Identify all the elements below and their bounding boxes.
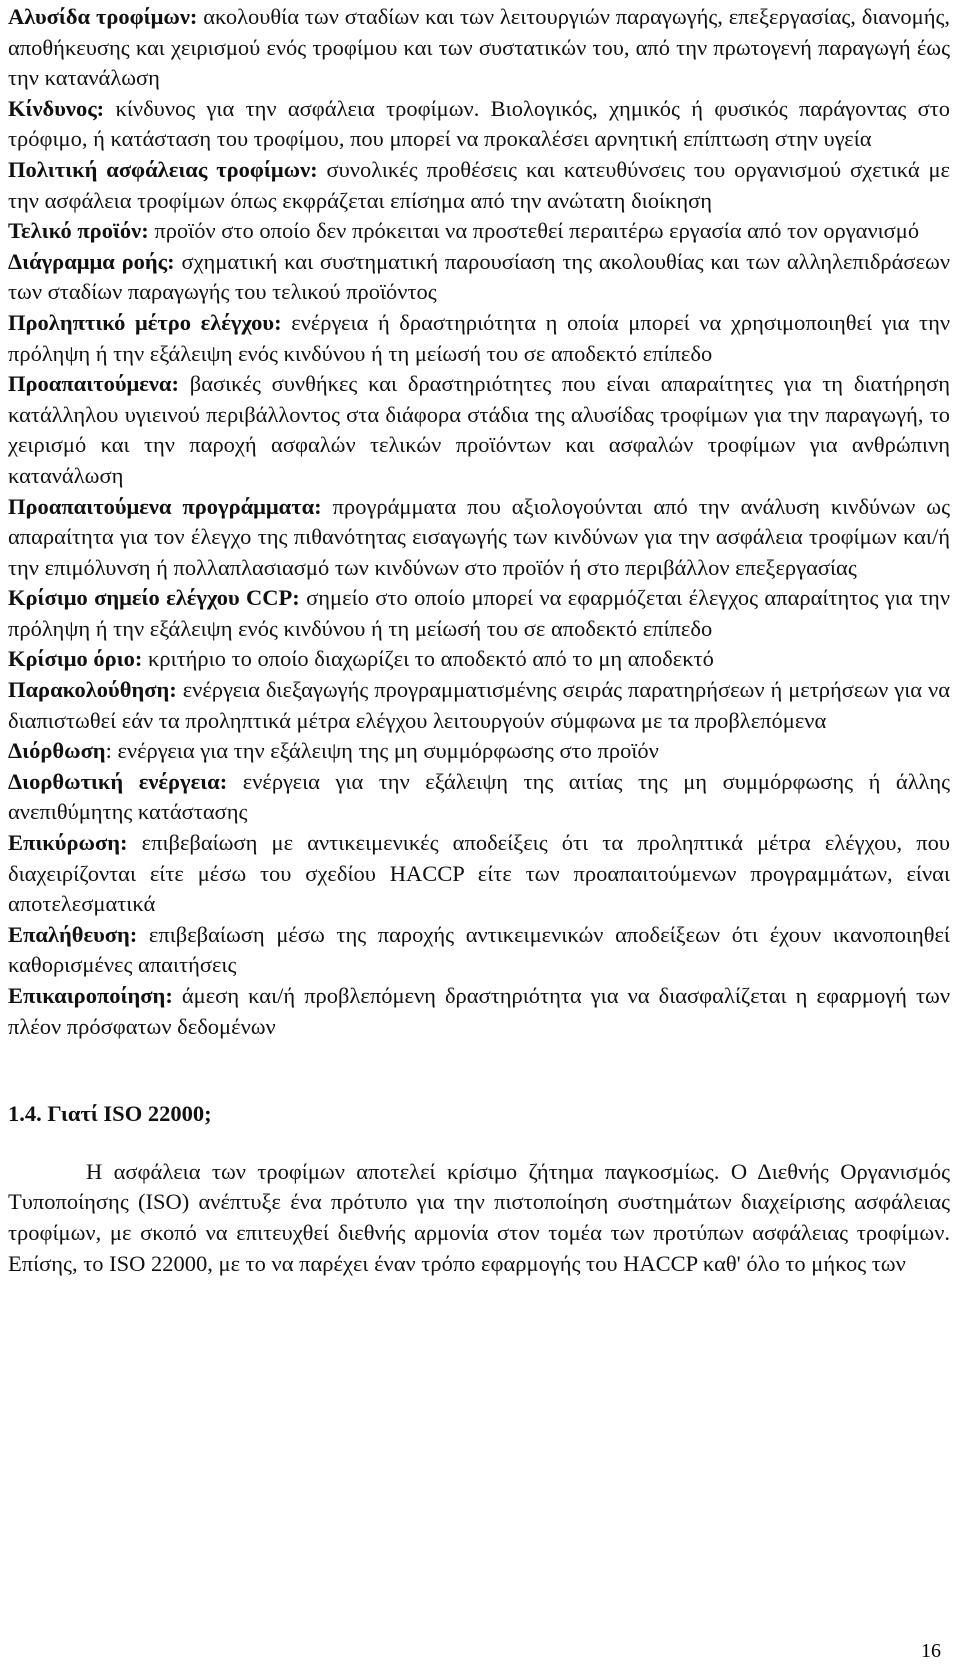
definition-monitoring bbox=[8, 675, 950, 736]
definition-term: Επαλήθευση: bbox=[8, 921, 138, 947]
definition-term: Κρίσιμο σημείο ελέγχου CCP: bbox=[8, 585, 300, 611]
definition-correction bbox=[8, 736, 950, 767]
definition-term: Αλυσίδα τροφίμων: bbox=[8, 4, 198, 29]
definition-text: κριτήριο το οποίο διαχωρίζει το αποδεκτό από το μη αποδεκτό bbox=[142, 646, 714, 672]
definition-food-chain bbox=[8, 2, 950, 94]
definition-term: Προληπτικό μέτρο ελέγχου: bbox=[8, 309, 282, 335]
definition-term: Παρακολούθηση: bbox=[8, 677, 177, 703]
page-number: 16 bbox=[921, 1640, 941, 1662]
definition-end-product bbox=[8, 216, 950, 247]
definitions-list bbox=[8, 2, 950, 1042]
definition-prerequisites bbox=[8, 369, 950, 491]
definition-text: επιβεβαίωση μέσω της παροχής αντικειμενικών αποδείξεων ότι έχουν ικανοποιηθεί καθορισμένες απαιτήσεις bbox=[8, 921, 950, 978]
definition-text: σημείο στο οποίο μπορεί να εφαρμόζεται έλεγχος απαραίτητος για την πρόληψη ή την εξάλειψη ενός κινδύνου ή τη μείωσή του σε αποδεκτό επίπεδο bbox=[8, 585, 950, 641]
definition-hazard bbox=[8, 94, 950, 155]
definition-text: ενέργεια διεξαγωγής προγραμματισμένης σειράς παρατηρήσεων ή μετρήσεων για να διαπιστωθεί εάν τα προληπτικά μέτρα ελέγχου λειτουργούν σύμφωνα με τα προβλεπόμενα bbox=[8, 677, 950, 733]
definition-corrective-action bbox=[8, 767, 950, 828]
definition-ccp bbox=[8, 583, 950, 644]
definition-text: άμεση και/ή προβλεπόμενη δραστηριότητα για να διασφαλίζεται η εφαρμογή των πλέον πρόσφατων δεδομένων bbox=[8, 983, 950, 1039]
definition-term: Διάγραμμα ροής: bbox=[8, 248, 175, 274]
definition-term: Προαπαιτούμενα: bbox=[8, 371, 179, 397]
definition-text: ενέργεια ή δραστηριότητα η οποία μπορεί να χρησιμοποιηθεί για την πρόληψη ή την εξάλειψη ενός κινδύνου ή τη μείωσή του σε αποδεκτό επίπεδο bbox=[8, 309, 951, 366]
definition-food-safety-policy bbox=[8, 155, 950, 216]
definition-text: επιβεβαίωση με αντικειμενικές αποδείξεις ότι τα προληπτικά μέτρα ελέγχου, που διαχειρίζονται είτε μέσω του σχεδίου HACCP είτε των προαπαιτούμενων προγραμμάτων, είναι αποτελεσματικά bbox=[8, 830, 950, 917]
definition-term: Κίνδυνος: bbox=[8, 95, 105, 121]
definition-text: κίνδυνος για την ασφάλεια τροφίμων. Βιολογικός, χημικός ή φυσικός παράγοντας στο τρόφιμο, ή κατάσταση του τροφίμου, που μπορεί να προκαλέσει αρνητική επίπτωση στην υγεία bbox=[8, 95, 950, 152]
definition-text: βασικές συνθήκες και δραστηριότητες που είναι απαραίτητες για τη διατήρηση κατάλληλου υγιεινού περιβάλλοντος στα διάφορα στάδια της αλυσίδας τροφίμων για την παραγωγή, το χειρισμό και την παροχή ασφαλών τελικών προϊόντων και ασφαλών τροφίμων για ανθρώπινη κατανάλωση bbox=[8, 371, 950, 488]
definition-updating bbox=[8, 981, 950, 1042]
definition-term: Προαπαιτούμενα προγράμματα: bbox=[8, 493, 322, 519]
definition-term: Τελικό προϊόν: bbox=[8, 218, 149, 244]
definition-text: : ενέργεια για την εξάλειψη της μη συμμόρφωσης στο προϊόν bbox=[105, 738, 659, 764]
definition-term: Διόρθωση bbox=[8, 738, 106, 764]
definition-text: συνολικές προθέσεις και κατευθύνσεις του οργανισμού σχετικά με την ασφάλεια τροφίμων όπως εκφράζεται επίσημα από την ανώτατη διοίκηση bbox=[8, 156, 950, 213]
section-paragraph: Η ασφάλεια των τροφίμων αποτελεί κρίσιμο ζήτημα παγκοσμίως. Ο Διεθνής Οργανισμός Τυποποίησης (ISO) ανέπτυξε ένα πρότυπο για την πιστοποίηση συστημάτων διαχείρισης ασφάλειας τροφίμων, με σκοπό να επιτευχθεί διεθνής αρμονία στον τομέα των προτύπων ασφάλειας τροφίμων. Επίσης, το ISO 22000, με το να παρέχει έναν τρόπο εφαρμογής του HACCP καθ' όλο το μήκος των bbox=[8, 1158, 950, 1276]
definition-text: ενέργεια για την εξάλειψη της αιτίας της μη συμμόρφωσης ή άλλης ανεπιθύμητης κατάστασης bbox=[8, 768, 950, 825]
definition-text: ακολουθία των σταδίων και των λειτουργιών παραγωγής, επεξεργασίας, διανομής, αποθήκευσης και χειρισμού ενός τροφίμου και των συστατικών του, από την πρωτογενή παραγωγή έως την κατανάλωση bbox=[8, 4, 950, 91]
definition-term: Πολιτική ασφάλειας τροφίμων: bbox=[8, 156, 318, 182]
definition-term: Επικύρωση: bbox=[8, 830, 128, 856]
definition-text: σχηματική και συστηματική παρουσίαση της ακολουθίας και των αλληλεπιδράσεων των σταδίων παραγωγής του τελικού προϊόντος bbox=[8, 248, 950, 305]
section-heading: 1.4. Γιατί ISO 22000; bbox=[8, 1101, 212, 1127]
definition-text: προϊόν στο οποίο δεν πρόκειται να προστεθεί περαιτέρω εργασία από τον οργανισμό bbox=[148, 218, 920, 244]
definition-flow-diagram bbox=[8, 247, 950, 308]
definition-validation bbox=[8, 828, 950, 920]
definition-term: Διορθωτική ενέργεια: bbox=[8, 768, 228, 794]
definition-prerequisite-programs bbox=[8, 492, 950, 584]
definition-control-measure bbox=[8, 308, 950, 369]
definition-critical-limit bbox=[8, 644, 950, 675]
definition-text: προγράμματα που αξιολογούνται από την ανάλυση κινδύνων ως απαραίτητα για τον έλεγχο της πιθανότητας εισαγωγής των κινδύνων για την ασφάλεια τροφίμων και/ή την επιμόλυνση ή πολλαπλασιασμό των κινδύνων στο προϊόν ή στο περιβάλλον επεξεργασίας bbox=[8, 493, 950, 580]
definition-verification bbox=[8, 920, 950, 981]
definition-term: Κρίσιμο όριο: bbox=[8, 646, 143, 672]
definition-term: Επικαιροποίηση: bbox=[8, 983, 173, 1008]
